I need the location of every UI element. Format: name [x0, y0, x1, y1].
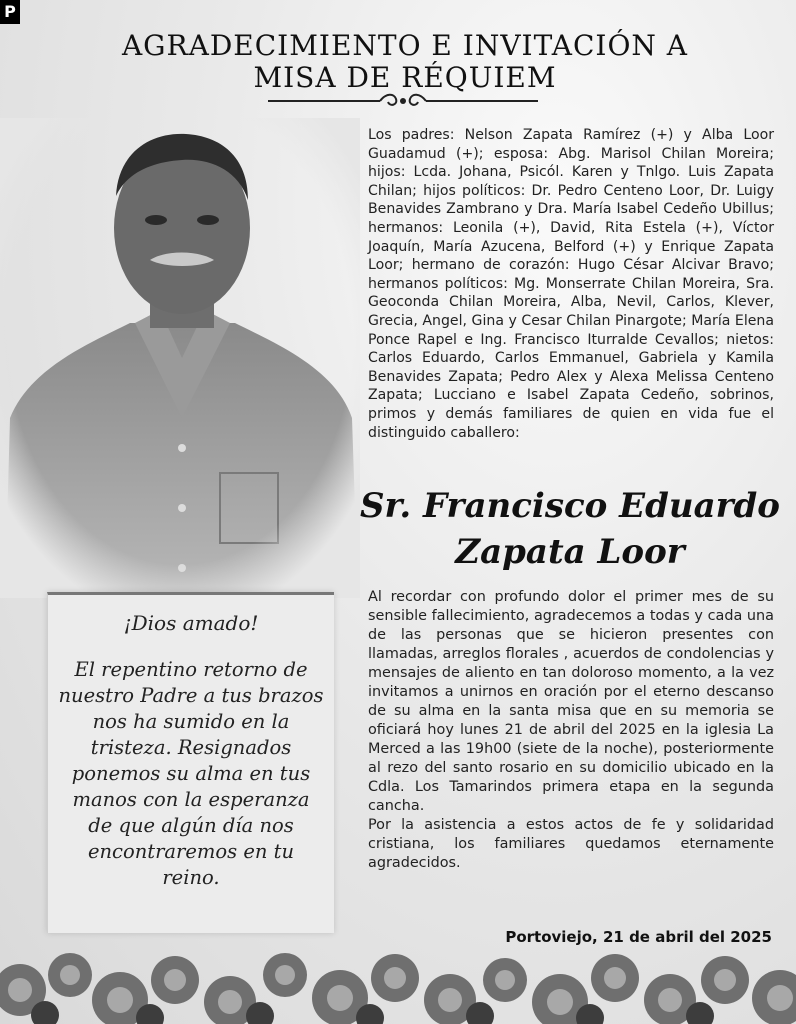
message-paragraph-1: Al recordar con profundo dolor el primer mes de su sensible fallecimiento, agradecemos a todas y cada una de las personas que se hicieron presentes con llamadas, arreglos florales , acuerdos de condolencias y mensajes de aliento en tan doloroso momento, a la vez invitamos a unirnos en oración por el eterno descanso de su alma en la santa misa que en su memoria se oficiará hoy lunes 21 de abril del 2025 en la iglesia La Merced a las 19h00 (siete de la noche), posteriormente al rezo del santo rosario en su domicilio ubicado en la Cdla. Los Tamarindos primera etapa en la segunda cancha. — [368, 589, 774, 814]
invitation-message — [368, 588, 774, 873]
place-date: Portoviejo, 21 de abril del 2025 — [505, 928, 772, 946]
flowers-border — [0, 930, 796, 1024]
message-paragraph-2: Por la asistencia a estos actos de fe y solidaridad cristiana, los familiares quedamos eternamente agradecidos. — [368, 817, 774, 871]
portrait-photo — [0, 118, 360, 598]
heading-line-1: AGRADECIMIENTO E INVITACIÓN A — [121, 29, 689, 62]
family-members-text: Los padres: Nelson Zapata Ramírez (+) y Alba Loor Guadamud (+); esposa: Abg. Marisol Chilan Moreira; hijos: Lcda. Johana, Psicól. Karen y Tnlgo. Luis Zapata Chilan; hijos políticos: Dr. Pedro Centeno Loor, Dr. Luigy Benavides Zambrano y Dra. María Isabel Cedeño Ubillus; hermanos: Leonila (+), David, Rita Estela (+), Víctor Joaquín, María Azucena, Belford (+) y Enrique Zapata Loor; hermano de corazón: Hugo César Alcivar Bravo; hermanos políticos: Mg. Monserrate Chilan Moreira, Sra. Geoconda Chilan Moreira, Alba, Nevil, Carlos, Klever, Grecia, Angel, Gina y Cesar Chilan Pinargote; María Elena Ponce Rapel e Ing. Francisco Iturralde Cevallos; nietos: Carlos Eduardo, Carlos Emmanuel, Gabriela y Kamila Benavides Zapata; Pedro Alex y Alexa Melissa Centeno Zapata; Lucciano e Isabel Zapata Cedeño, sobrinos, primos y demás familiares de quien en vida fue el distinguido caballero: — [368, 127, 774, 441]
prayer-title: ¡Dios amado! — [123, 611, 259, 635]
publisher-logo: P — [0, 0, 20, 24]
heading-line-2: MISA DE RÉQUIEM — [253, 61, 557, 94]
prayer-body: El repentino retorno de nuestro Padre a tus brazos nos ha sumido en la tristeza. Resignados ponemos su alma en tus manos con la esperanza de que algún día nos encontraremos en tu reino. — [58, 658, 324, 889]
deceased-name-line-1: Sr. Francisco Eduardo — [359, 486, 780, 526]
deceased-name-line-2: Zapata Loor — [455, 532, 685, 572]
ornament-divider — [268, 92, 538, 110]
prayer-box — [47, 592, 334, 933]
